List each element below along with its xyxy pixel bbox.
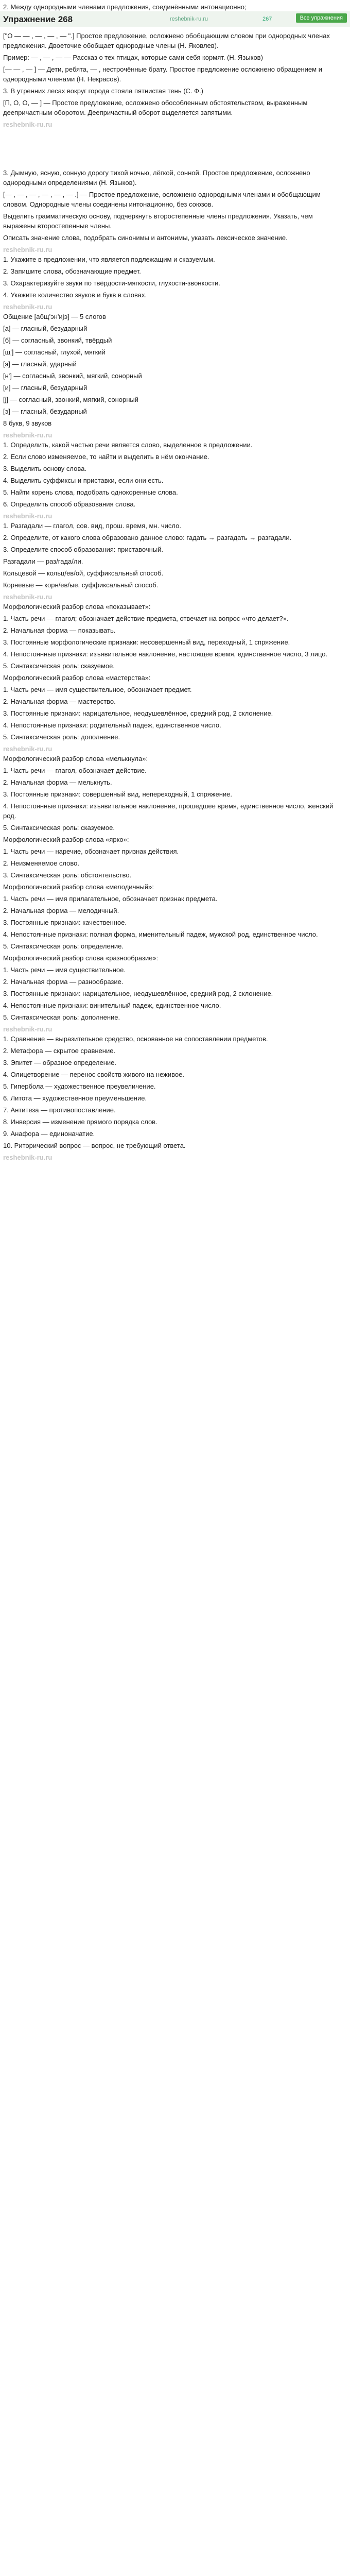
block2-paragraphs-line: 3. Дымную, ясную, сонную дорогу тихой ночью, лёгкой, сонной. Простое предложение, осложнено однородными определениями (Н. Языков). <box>3 169 312 187</box>
block2-closing-line: 8. Инверсия — изменение прямого порядка слов. <box>3 1118 157 1126</box>
block2-morph-line: 2. Если слово изменяемое, то найти и выделить в нём окончание. <box>3 453 209 461</box>
block2-closing-line: 9. Анафора — единоначатие. <box>3 1130 95 1138</box>
block2-analysis-line: 2. Начальная форма — показывать. <box>3 626 116 634</box>
block1-dialog_lines-line: 3. В утренних лесах вокруг города стояла пятнистая тень (С. Ф.) <box>3 87 203 95</box>
block2-analysis-line: 1. Часть речи — глагол; обозначает действие предмета, отвечает на вопрос «что делает?». <box>3 615 289 622</box>
intro-text: 2. Между однородными членами предложения, соединёнными интонационно; <box>3 3 247 11</box>
block2-derivation-line: 3. Определите способ образования: приставочный. <box>3 546 164 553</box>
block2-more-line: 2. Неизменяемое слово. <box>3 859 79 867</box>
block2-more-line: Морфологический разбор слова «разнообразие»: <box>3 954 159 962</box>
block2-more-line: 5. Синтаксическая роль: дополнение. <box>3 1013 120 1021</box>
block2-more-line: 2. Начальная форма — мелькнуть. <box>3 778 112 786</box>
block2-derivation-line: Разгадали — раз/гада/ли. <box>3 557 83 565</box>
block2-more-line: 1. Часть речи — наречие, обозначает признак действия. <box>3 848 179 855</box>
block2-more-line: 5. Синтаксическая роль: сказуемое. <box>3 824 115 832</box>
block2-paragraphs-line: Выделить грамматическую основу, подчеркнуть второстепенные члены предложения. Указать, чем выражены второстепенные члены. <box>3 212 315 230</box>
block2-more-line: Морфологический разбор слова «ярко»: <box>3 836 129 843</box>
block2-more-line: 3. Постоянные признаки: качественное. <box>3 919 127 926</box>
block1-body <box>0 29 350 164</box>
block2-more-line: 3. Синтаксическая роль: обстоятельство. <box>3 871 132 879</box>
block2-phonetics-line: [э] — гласный, ударный <box>3 360 77 368</box>
block2-morph-line: 3. Выделить основу слова. <box>3 465 86 472</box>
block2-analysis-line: 4. Непостоянные признаки: изъявительное наклонение, настоящее время, единственное число, 3 лицо. <box>3 650 328 658</box>
block2-closing-line: 6. Литота — художественное преуменьшение. <box>3 1094 147 1102</box>
header-watermark: reshebnik-ru.ru <box>170 16 208 22</box>
block2-phonetics-line: [щ'] — согласный, глухой, мягкий <box>3 348 106 356</box>
block2-analysis-line: 1. Часть речи — имя существительное, обозначает предмет. <box>3 686 192 693</box>
block2-paragraphs-line: Описать значение слова, подобрать синонимы и антонимы, указать лексическое значение. <box>3 234 288 242</box>
watermark-text: reshebnik-ru.ru <box>3 593 52 601</box>
block1-dialog_lines-line: ["О — — , — , — , — ".] Простое предложение, осложнено обобщающим словом при однородных членах предложения. Двоеточие обобщает однородные члены (Н. Яковлев). <box>3 32 332 49</box>
block2-phonetics-line: [э] — гласный, безударный <box>3 408 87 415</box>
block1-dialog_lines-line: Пример: — , — , — — Рассказ о тех птицах, которые сами себя кормят. (Н. Языков) <box>3 54 263 61</box>
block2-phonetics-line: [а] — гласный, безударный <box>3 325 87 332</box>
watermark-text: reshebnik-ru.ru <box>3 303 52 311</box>
block2-derivation-line: Кольцевой — кольц/ев/ой, суффиксальный способ. <box>3 569 164 577</box>
block2-closing-line: 1. Сравнение — выразительное средство, основанное на сопоставлении предметов. <box>3 1035 268 1043</box>
block2-closing-line: 10. Риторический вопрос — вопрос, не требующий ответа. <box>3 1142 186 1149</box>
block2-phonetics-line: [и] — гласный, безударный <box>3 384 87 392</box>
watermark-text: reshebnik-ru.ru <box>3 512 52 520</box>
watermark-text: reshebnik-ru.ru <box>3 246 52 253</box>
block2-tasks-line: 1. Укажите в предложении, что является подлежащим и сказуемым. <box>3 256 215 263</box>
watermark-text: reshebnik-ru.ru <box>3 121 52 128</box>
block2-more-line: 4. Непостоянные признаки: винительный падеж, единственное число. <box>3 1002 221 1009</box>
block2-closing-line: 3. Эпитет — образное определение. <box>3 1059 117 1066</box>
block2-closing-line: 5. Гипербола — художественное преувеличение. <box>3 1082 156 1090</box>
block2-analysis-line: 4. Непостоянные признаки: родительный падеж, единственное число. <box>3 721 221 729</box>
exercise-header-1 <box>0 11 350 27</box>
block2-derivation-line: 2. Определите, от какого слова образовано данное слово: гадать → разгадать → разгадали. <box>3 534 292 541</box>
block2-body <box>0 166 350 2576</box>
block2-more-line: 2. Начальная форма — разнообразие. <box>3 978 124 986</box>
vote-count[interactable]: 267 <box>262 16 272 22</box>
block2-tasks-line: 2. Запишите слова, обозначающие предмет. <box>3 267 141 275</box>
block2-analysis-line: 3. Постоянные признаки: нарицательное, неодушевлённое, средний род, 2 склонение. <box>3 709 273 717</box>
block2-tasks-line: 4. Укажите количество звуков и букв в словах. <box>3 291 147 299</box>
block2-morph-line: 6. Определить способ образования слова. <box>3 500 136 508</box>
block2-derivation-line: Корневые — корн/ев/ые, суффиксальный способ. <box>3 581 159 589</box>
block2-more-line: 5. Синтаксическая роль: определение. <box>3 942 124 950</box>
block2-analysis-line: 2. Начальная форма — мастерство. <box>3 698 116 705</box>
block2-more-line: 1. Часть речи — глагол, обозначает действие. <box>3 767 147 774</box>
block2-morph-line: 4. Выделить суффиксы и приставки, если они есть. <box>3 477 164 484</box>
block2-analysis-line: Морфологический разбор слова «показывает»: <box>3 603 151 611</box>
block2-phonetics-line: Общение [абщ'эн'иjэ] — 5 слогов <box>3 313 106 320</box>
block2-analysis-line: 5. Синтаксическая роль: сказуемое. <box>3 662 115 670</box>
block2-phonetics-line: 8 букв, 9 звуков <box>3 419 52 427</box>
block2-paragraphs-line: [— , — , — , — , — , — .] — Простое предложение, осложнено однородными членами и обобщающим словом. Однородные члены соединены интонационно, без союзов. <box>3 191 323 208</box>
block2-more-line: 1. Часть речи — имя существительное. <box>3 966 126 974</box>
block2-analysis-line: Морфологический разбор слова «мастерства»: <box>3 674 151 682</box>
block2-derivation-line: 1. Разгадали — глагол, сов. вид, прош. время, мн. число. <box>3 522 181 530</box>
block2-analysis-line: 5. Синтаксическая роль: дополнение. <box>3 733 120 741</box>
block2-more-line: 1. Часть речи — имя прилагательное, обозначает признак предмета. <box>3 895 218 903</box>
block2-more-line: 2. Начальная форма — мелодичный. <box>3 907 119 914</box>
block2-tasks-line: 3. Охарактеризуйте звуки по твёрдости-мягкости, глухости-звонкости. <box>3 279 220 287</box>
block2-morph-line: 1. Определить, какой частью речи является слово, выделенное в предложении. <box>3 441 253 449</box>
block2-more-line: 4. Непостоянные признаки: изъявительное наклонение, прошедшее время, единственное число, женский род. <box>3 802 336 820</box>
block2-more-line: 4. Непостоянные признаки: полная форма, именительный падеж, мужской род, единственное число. <box>3 930 318 938</box>
exercise-title: Упражнение 268 <box>3 14 73 24</box>
all-exercises-button[interactable]: Все упражнения <box>296 13 347 23</box>
block2-phonetics-line: [н'] — согласный, звонкий, мягкий, сонорный <box>3 372 142 380</box>
block2-closing-line: 2. Метафора — скрытое сравнение. <box>3 1047 116 1055</box>
watermark-text: reshebnik-ru.ru <box>3 431 52 439</box>
block2-phonetics-line: [j] — согласный, звонкий, мягкий, сонорный <box>3 396 139 403</box>
block1-dialog_lines-line: [— — , — ] — Дети, ребята, — , нестрочённые брату. Простое предложение осложнено обращением и однородными членами (Н. Некрасов). <box>3 65 324 83</box>
block2-closing-line: 4. Олицетворение — перенос свойств живого на неживое. <box>3 1071 184 1078</box>
block2-more-line: Морфологический разбор слова «мелькнула»: <box>3 755 148 762</box>
watermark-text: reshebnik-ru.ru <box>3 745 52 753</box>
block2-phonetics-line: [б] — согласный, звонкий, твёрдый <box>3 336 112 344</box>
block2-more-line: Морфологический разбор слова «мелодичный»: <box>3 883 154 891</box>
block2-closing-line: 7. Антитеза — противопоставление. <box>3 1106 116 1114</box>
block2-more-line: 3. Постоянные признаки: совершенный вид, непереходный, 1 спряжение. <box>3 790 232 798</box>
block2-more-line: 3. Постоянные признаки: нарицательное, неодушевлённое, средний род, 2 склонение. <box>3 990 273 997</box>
block2-analysis-line: 3. Постоянные морфологические признаки: несовершенный вид, переходный, 1 спряжение. <box>3 638 290 646</box>
watermark-text: reshebnik-ru.ru <box>3 1025 52 1033</box>
watermark-text: reshebnik-ru.ru <box>3 1154 52 1161</box>
block1-dialog_lines-line: [П, О, О, — ] — Простое предложение, осложнено обособленным обстоятельством, выраженным деепричастным оборотом. Деепричастный оборот выделяется запятыми. <box>3 99 309 116</box>
block2-morph-line: 5. Найти корень слова, подобрать однокоренные слова. <box>3 488 178 496</box>
